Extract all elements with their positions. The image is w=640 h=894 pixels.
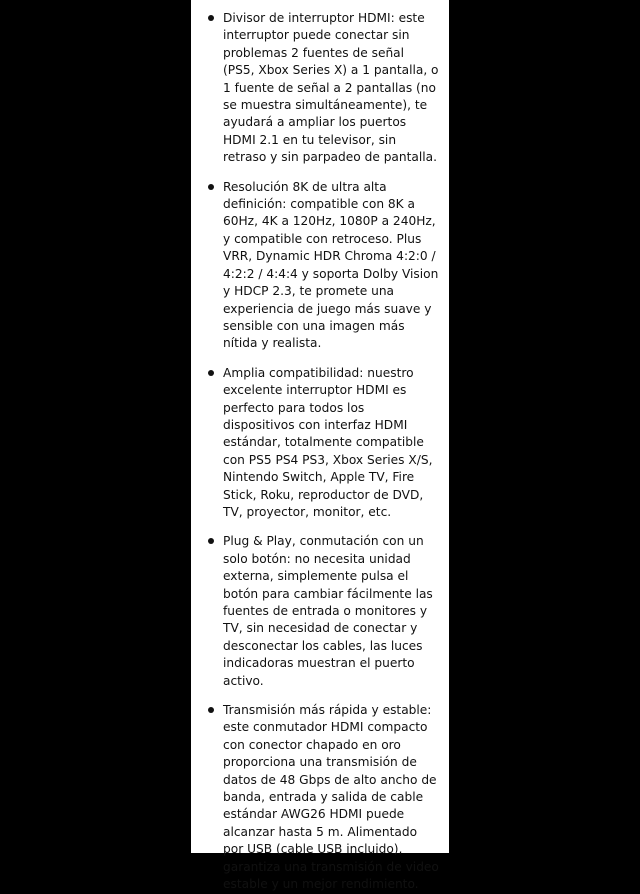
feature-bullet-text: Divisor de interruptor HDMI: este interruptor puede conectar sin problemas 2 fuentes de señal (PS5, Xbox Series X) a 1 pantalla, o 1 fuente de señal a 2 pantallas (no se muestra simultáneamente), te ayudará a ampliar los puertos HDMI 2.1 en tu televisor, sin retraso y sin parpadeo de pantalla.: [223, 11, 439, 165]
feature-bullet-8k-resolution: [191, 179, 449, 353]
feature-bullet-hdmi-switch: [191, 10, 449, 167]
feature-bullet-text: Plug & Play, conmutación con un solo botón: no necesita unidad externa, simplemente pulsa el botón para cambiar fácilmente las fuentes de entrada o monitores y TV, sin necesidad de conectar y desconectar los cables, las luces indicadoras muestran el puerto activo.: [223, 534, 433, 688]
feature-bullet-text: Resolución 8K de ultra alta definición: compatible con 8K a 60Hz, 4K a 120Hz, 1080P a 240Hz, y compatible con retroceso. Plus VRR, Dynamic HDR Chroma 4:2:0 / 4:2:2 / 4:4:4 y soporta Dolby Vision y HDCP 2.3, te promete una experiencia de juego más suave y sensible con una imagen más nítida y realista.: [223, 179, 439, 351]
bullet-dot-icon: [208, 15, 214, 21]
bullet-dot-icon: [208, 370, 214, 376]
feature-bullet-text: Amplia compatibilidad: nuestro excelente interruptor HDMI es perfecto para todos los dispositivos con interfaz HDMI estándar, totalmente compatible con PS5 PS4 PS3, Xbox Series X/S, Nintendo Switch, Apple TV, Fire Stick, Roku, reproductor de DVD, TV, proyector, monitor, etc.: [223, 365, 433, 519]
feature-bullet-plug-and-play: [191, 533, 449, 690]
product-description-panel: [191, 0, 449, 892]
bullet-dot-icon: [208, 707, 214, 713]
feature-bullet-text: Transmisión más rápida y estable: este conmutador HDMI compacto con conector chapado en oro proporciona una transmisión de datos de 48 Gbps de alto ancho de banda, entrada y salida de cable estándar AWG26 HDMI puede alcanzar hasta 5 m. Alimentado por USB (cable USB incluido), garantiza una transmisión de video estable y un mejor rendimiento.: [223, 703, 439, 892]
bullet-dot-icon: [208, 538, 214, 544]
feature-bullet-transmission: [191, 702, 449, 893]
feature-bullet-list: [191, 0, 449, 894]
feature-bullet-compatibility: [191, 365, 449, 522]
bullet-dot-icon: [208, 184, 214, 190]
